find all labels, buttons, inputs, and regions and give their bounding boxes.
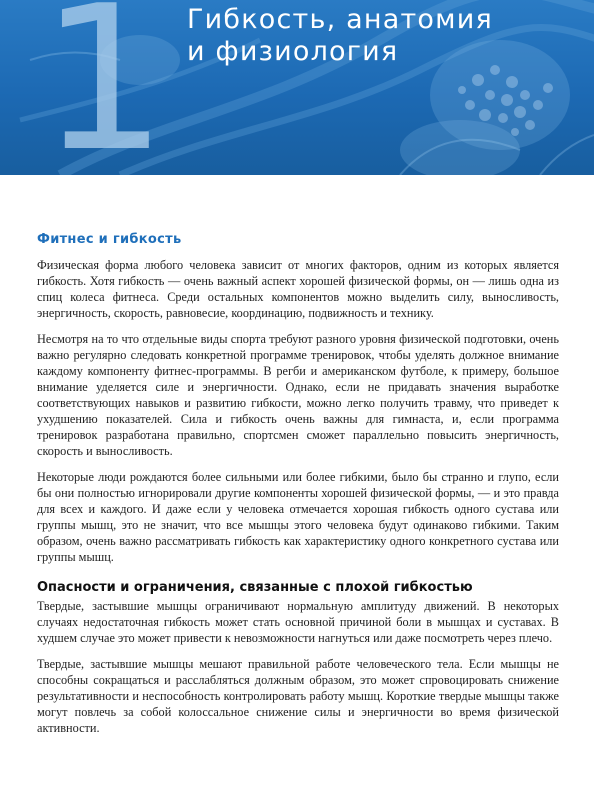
body-paragraph: Твердые, застывшие мышцы мешают правильной работе человеческого тела. Если мышцы не способны сокращаться и расслабляться должным образом, это может спровоцировать снижение результативности и неспособность контролировать работу мышц. Короткие твердые мышцы также могут повлечь за собой колоссальное снижение силы и энергичности во время физической активности. — [37, 657, 559, 735]
section-heading-dangers: Опасности и ограничения, связанные с плохой гибкостью — [37, 580, 473, 595]
body-paragraph: Несмотря на то что отдельные виды спорта требуют разного уровня физической подготовки, очень важно регулярно следовать конкретной программе тренировок, чтобы уделять должное внимание каждому компоненту фитнес-программы. В регби и американском футболе, к примеру, большое внимание уделяется силе и энергичности. Однако, если не придавать значения выработке соответствующих навыков и развитию гибкости, можно легко получить травму, что приведет к ухудшению показателей. Сила и гибкость очень важны для гимнаста, и, если программа тренировок разработана правильно, спортсмен сможет параллельно повысить энергичность, скорость и выносливость. — [37, 332, 559, 458]
section-heading-fitness: Фитнес и гибкость — [37, 232, 182, 247]
chapter-title-line-2: и физиология — [187, 36, 399, 67]
body-paragraph: Физическая форма любого человека зависит от многих факторов, одним из которых является гибкость. Хотя гибкость — очень важный аспект хорошей физической формы, он — лишь одна из спиц колеса фитнеса. Среди остальных компонентов можно выделить силу, выносливость, энергичность, скорость, равновесие, координацию, подвижность и технику. — [37, 258, 559, 320]
chapter-title-line-1: Гибкость, анатомия — [187, 4, 493, 35]
chapter-banner — [0, 0, 594, 175]
chapter-number: 1 — [40, 0, 168, 175]
body-paragraph: Некоторые люди рождаются более сильными или более гибкими, было бы странно и глупо, если бы они полностью игнорировали другие компоненты хорошей физической формы, — и это правда для всех и каждого. И даже если у человека отмечается хорошая гибкость одного сустава или группы мышц, это не значит, что все мышцы этого человека будут одинаково гибкими. Таким образом, очень важно рассматривать гибкость как характеристику одного конкретного сустава или группы мышц. — [37, 470, 559, 564]
chapter-title — [187, 4, 493, 68]
chapter-content — [37, 231, 559, 746]
body-paragraph: Твердые, застывшие мышцы ограничивают нормальную амплитуду движений. В некоторых случаях недостаточная гибкость может стать основной причиной боли в мышцах и суставах. В худшем случае это может привести к невозможности нагнуться или даже посмотреть через плечо. — [37, 599, 559, 645]
